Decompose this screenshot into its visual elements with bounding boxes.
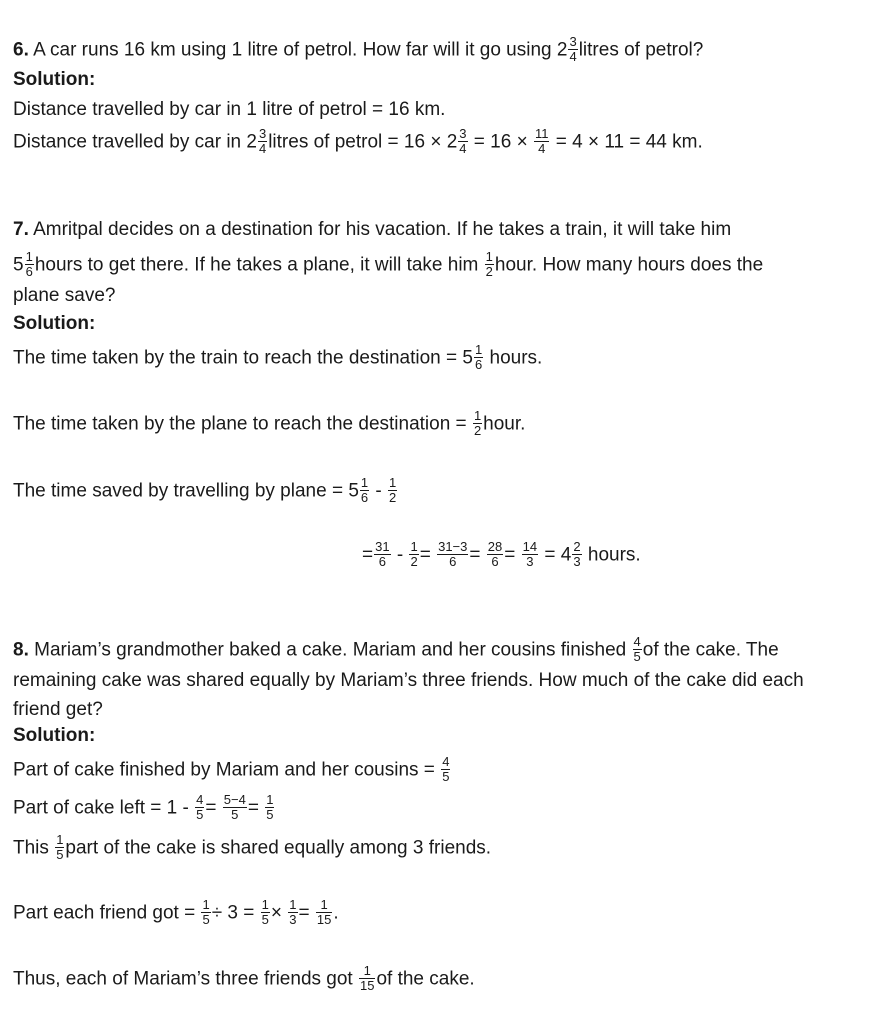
mixed-number: 2 $\frac{3}{4}$ xyxy=(556,34,577,64)
fraction: $\frac{31-3}{6}$ xyxy=(438,539,468,569)
q8-question-line-3: friend get? xyxy=(13,699,103,720)
q7-step-2: The time taken by the plane to reach the destination = $\frac{1}{2}$ hour. xyxy=(13,408,526,438)
fraction: $\frac{5-4}{5}$ xyxy=(223,792,246,822)
q8-number: 8. xyxy=(13,639,29,661)
q6-step-2: Distance travelled by car in 2 $\frac{3}{4}$ litres of petrol = 16 × 2 $\frac{3}{4}$ = 16 × $\frac{11}{4}$ = 4 × 11 = 44 km. xyxy=(13,126,703,156)
q6-solution-heading: Solution: xyxy=(13,69,96,90)
fraction: $\frac{1}{2}$ xyxy=(410,539,418,569)
fraction: $\frac{1}{5}$ xyxy=(261,897,269,927)
fraction: $\frac{1}{2}$ xyxy=(473,408,482,438)
q7-question-line-1: 7. Amritpal decides on a destination for his vacation. If he takes a train, it will take him xyxy=(13,219,732,240)
fraction: $\frac{1}{15}$ xyxy=(359,963,375,993)
fraction: $\frac{1}{15}$ xyxy=(316,897,332,927)
q8-step-4: Part each friend got = $\frac{1}{5}$ ÷ 3 = $\frac{1}{5}$ × $\frac{1}{3}$ = $\frac{1}{15}$ . xyxy=(13,897,339,927)
q8-solution-heading: Solution: xyxy=(13,725,96,746)
fraction: $\frac{4}{5}$ xyxy=(633,634,641,664)
fraction: $\frac{1}{2}$ xyxy=(389,475,397,505)
q8-question-line-1: 8. Mariam’s grandmother baked a cake. Mariam and her cousins finished $\frac{4}{5}$ of the cake. The xyxy=(13,634,779,664)
fraction: $\frac{3}{4}$ xyxy=(459,126,467,156)
q7-step-1: The time taken by the train to reach the destination = 5 $\frac{1}{6}$ hours. xyxy=(13,342,543,372)
q6-step-1: Distance travelled by car in 1 litre of petrol = 16 km. xyxy=(13,99,446,120)
fraction: $\frac{11}{4}$ xyxy=(534,126,549,156)
q8-step-1: Part of cake finished by Mariam and her cousins = $\frac{4}{5}$ xyxy=(13,754,450,784)
fraction: $\frac{1}{5}$ xyxy=(56,832,64,862)
q6-question: 6. A car runs 16 km using 1 litre of petrol. How far will it go using 2 $\frac{3}{4}$ litres of petrol? xyxy=(13,34,704,64)
fraction: $\frac{1}{6}$ xyxy=(25,249,33,279)
fraction: $\frac{3}{4}$ xyxy=(258,126,267,156)
q8-step-5: Thus, each of Mariam’s three friends got $\frac{1}{15}$ of the cake. xyxy=(13,963,475,993)
fraction: $\frac{1}{5}$ xyxy=(202,897,210,927)
q7-step-3: The time saved by travelling by plane = 5 $\frac{1}{6}$ - $\frac{1}{2}$ xyxy=(13,475,397,505)
q8-question-line-2: remaining cake was shared equally by Mariam’s three friends. How much of the cake did each xyxy=(13,670,804,691)
fraction: $\frac{1}{3}$ xyxy=(289,897,297,927)
fraction: $\frac{1}{6}$ xyxy=(360,475,369,505)
q7-step-4: = $\frac{31}{6}$ - $\frac{1}{2}$ = $\frac{31-3}{6}$ = $\frac{28}{6}$ = $\frac{14}{3}$ = 4 $\frac{2}{3}$ hours. xyxy=(362,539,641,569)
q7-number: 7. xyxy=(13,219,29,240)
q7-solution-heading: Solution: xyxy=(13,313,96,334)
fraction: $\frac{14}{3}$ xyxy=(522,539,538,569)
fraction: $\frac{31}{6}$ xyxy=(375,539,390,569)
fraction: $\frac{4}{5}$ xyxy=(442,754,450,784)
fraction: $\frac{4}{5}$ xyxy=(196,792,204,822)
fraction: $\frac{1}{6}$ xyxy=(474,342,483,372)
q7-question-line-3: plane save? xyxy=(13,285,116,306)
fraction: $\frac{3}{4}$ xyxy=(569,34,577,64)
q6-number: 6. xyxy=(13,39,29,61)
fraction: $\frac{28}{6}$ xyxy=(487,539,503,569)
fraction: $\frac{1}{2}$ xyxy=(485,249,493,279)
fraction: $\frac{1}{5}$ xyxy=(266,792,274,822)
q8-step-2: Part of cake left = 1 - $\frac{4}{5}$ = $\frac{5-4}{5}$ = $\frac{1}{5}$ xyxy=(13,792,274,822)
fraction: $\frac{2}{3}$ xyxy=(573,539,581,569)
q8-step-3: This $\frac{1}{5}$ part of the cake is shared equally among 3 friends. xyxy=(13,832,492,862)
q7-question-line-2: 5 $\frac{1}{6}$ hours to get there. If he takes a plane, it will take him $\frac{1}{2}$ hour. How many hours does the xyxy=(13,249,764,279)
